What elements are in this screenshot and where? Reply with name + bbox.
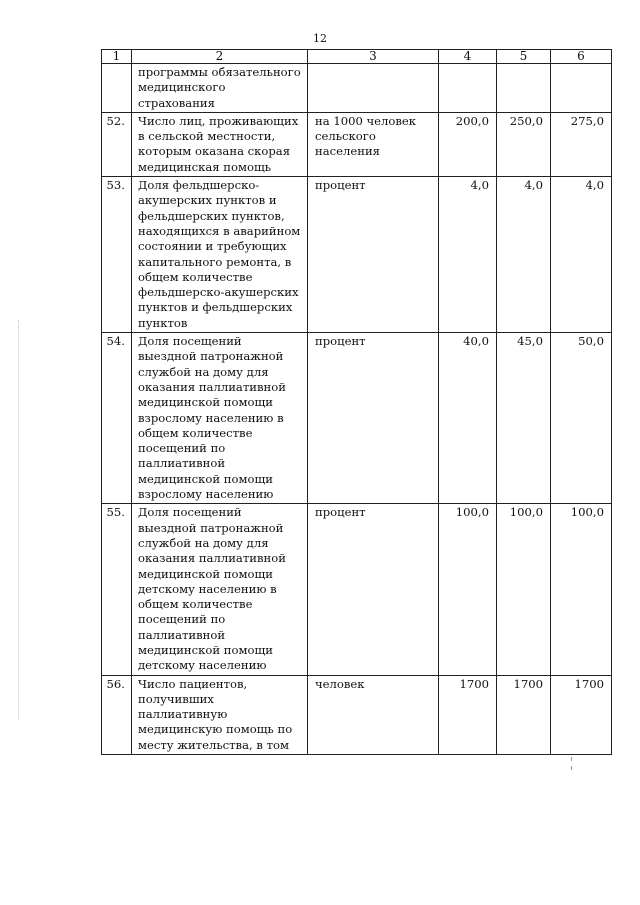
value-cell-v6 bbox=[551, 504, 612, 675]
indicator-name-line: службой на дому для bbox=[138, 535, 269, 550]
indicator-name-line: детскому населению bbox=[138, 658, 267, 673]
unit-line: населения bbox=[315, 144, 380, 159]
row-number-cell bbox=[102, 675, 132, 754]
indicator-name-line: капитального ремонта, в bbox=[138, 254, 292, 269]
indicator-name-line: детскому населению в bbox=[138, 581, 277, 596]
value-v4: 100,0 bbox=[455, 505, 489, 520]
row-number: 53. bbox=[106, 178, 125, 193]
indicator-name-line: фельдшерских пунктов, bbox=[138, 208, 285, 223]
table-row bbox=[102, 64, 612, 113]
indicator-name-line: Доля посещений bbox=[138, 334, 242, 349]
indicator-name-line: общем количестве bbox=[138, 269, 253, 284]
indicator-name-line: медицинская помощь bbox=[138, 159, 272, 174]
row-number: 52. bbox=[106, 113, 125, 128]
indicator-name-line: посещений по bbox=[138, 441, 226, 456]
value-v6: 100,0 bbox=[570, 505, 604, 520]
unit-line: процент bbox=[315, 505, 366, 520]
indicator-name-cell bbox=[132, 64, 308, 113]
value-cell-v6 bbox=[551, 112, 612, 176]
indicator-name-line: Число пациентов, bbox=[138, 676, 248, 691]
row-number: 55. bbox=[106, 505, 125, 520]
row-number-cell bbox=[102, 64, 132, 113]
header-cell: 3 bbox=[308, 50, 439, 64]
value-cell-v6 bbox=[551, 177, 612, 333]
value-v6: 275,0 bbox=[570, 113, 604, 128]
value-v4: 40,0 bbox=[463, 334, 489, 349]
indicator-name-line: Доля фельдшерско- bbox=[138, 178, 260, 193]
header-cell: 2 bbox=[132, 50, 308, 64]
indicator-name-line: получивших bbox=[138, 691, 214, 706]
indicator-name-line: медицинской помощи bbox=[138, 471, 273, 486]
unit-cell bbox=[308, 504, 439, 675]
table-header-row bbox=[102, 50, 612, 64]
header-cell: 4 bbox=[439, 50, 497, 64]
indicator-name-line: медицинскую помощь по bbox=[138, 722, 293, 737]
indicators-table bbox=[101, 49, 612, 755]
value-cell-v4 bbox=[439, 112, 497, 176]
indicator-name-line: состоянии и требующих bbox=[138, 239, 287, 254]
value-cell-v5 bbox=[497, 504, 551, 675]
indicator-name-line: фельдшерско-акушерских bbox=[138, 285, 299, 300]
row-number-cell bbox=[102, 112, 132, 176]
table-row bbox=[102, 177, 612, 333]
row-number: 54. bbox=[106, 334, 125, 349]
header-cell: 1 bbox=[102, 50, 132, 64]
scan-speck bbox=[571, 766, 572, 770]
value-v5: 100,0 bbox=[509, 505, 543, 520]
value-cell-v5 bbox=[497, 177, 551, 333]
indicator-name-line: в сельской местности, bbox=[138, 129, 276, 144]
header-cell: 5 bbox=[497, 50, 551, 64]
indicator-name-line: паллиативной bbox=[138, 456, 226, 471]
indicator-name-line: паллиативную bbox=[138, 707, 228, 722]
indicator-name-line: посещений по bbox=[138, 612, 226, 627]
indicator-name-line: программы обязательного bbox=[138, 65, 301, 79]
value-cell-v4 bbox=[439, 333, 497, 504]
unit-cell bbox=[308, 112, 439, 176]
table-row bbox=[102, 504, 612, 675]
indicator-name-line: которым оказана скорая bbox=[138, 144, 291, 159]
value-v6: 1700 bbox=[574, 676, 604, 691]
indicator-name-line: выездной патронажной bbox=[138, 349, 284, 364]
value-cell-v6 bbox=[551, 675, 612, 754]
indicator-name-line: выездной патронажной bbox=[138, 520, 284, 535]
value-cell-v5 bbox=[497, 675, 551, 754]
table-row bbox=[102, 112, 612, 176]
indicator-name-line: медицинской помощи bbox=[138, 395, 273, 410]
table-row bbox=[102, 675, 612, 754]
value-v6: 50,0 bbox=[578, 334, 604, 349]
row-number: 56. bbox=[106, 676, 125, 691]
unit-line: человек bbox=[315, 676, 365, 691]
indicator-name-line: медицинской помощи bbox=[138, 566, 273, 581]
value-v6: 4,0 bbox=[585, 178, 604, 193]
unit-line: процент bbox=[315, 178, 366, 193]
indicator-name-line: Число лиц, проживающих bbox=[138, 113, 299, 128]
unit-cell bbox=[308, 333, 439, 504]
header-cell: 6 bbox=[551, 50, 612, 64]
value-cell-v5 bbox=[497, 112, 551, 176]
indicator-name-cell bbox=[132, 177, 308, 333]
value-cell-v4 bbox=[439, 64, 497, 113]
indicator-name-line: взрослому населению bbox=[138, 487, 274, 502]
row-number-cell bbox=[102, 504, 132, 675]
indicator-name-line: пунктов и фельдшерских bbox=[138, 300, 293, 315]
value-v5: 45,0 bbox=[517, 334, 543, 349]
value-v4: 4,0 bbox=[470, 178, 489, 193]
indicator-name-line: акушерских пунктов и bbox=[138, 193, 277, 208]
indicator-name-line: паллиативной bbox=[138, 627, 226, 642]
scan-speck bbox=[571, 757, 572, 761]
table-row bbox=[102, 333, 612, 504]
unit-line: сельского bbox=[315, 129, 376, 144]
unit-line: процент bbox=[315, 334, 366, 349]
value-v5: 4,0 bbox=[524, 178, 543, 193]
indicator-name-line: Доля посещений bbox=[138, 505, 242, 520]
indicator-name-line: оказания паллиативной bbox=[138, 379, 286, 394]
value-cell-v6 bbox=[551, 64, 612, 113]
row-number-cell bbox=[102, 177, 132, 333]
indicator-name-line: общем количестве bbox=[138, 425, 253, 440]
value-cell-v5 bbox=[497, 64, 551, 113]
value-cell-v4 bbox=[439, 177, 497, 333]
indicator-name-line: медицинского bbox=[138, 80, 226, 95]
unit-cell bbox=[308, 675, 439, 754]
scan-margin-artifact bbox=[18, 320, 23, 720]
page-number: 12 bbox=[313, 32, 327, 45]
indicator-name-line: месту жительства, в том bbox=[138, 737, 289, 752]
indicator-name-cell bbox=[132, 112, 308, 176]
unit-line: на 1000 человек bbox=[315, 113, 417, 128]
indicator-name-line: страхования bbox=[138, 95, 215, 110]
indicator-name-line: медицинской помощи bbox=[138, 642, 273, 657]
value-cell-v4 bbox=[439, 504, 497, 675]
indicator-name-line: находящихся в аварийном bbox=[138, 223, 301, 238]
value-cell-v4 bbox=[439, 675, 497, 754]
value-cell-v5 bbox=[497, 333, 551, 504]
indicator-name-line: общем количестве bbox=[138, 597, 253, 612]
value-v5: 1700 bbox=[513, 676, 543, 691]
value-cell-v6 bbox=[551, 333, 612, 504]
indicator-name-cell bbox=[132, 333, 308, 504]
unit-cell bbox=[308, 177, 439, 333]
unit-cell bbox=[308, 64, 439, 113]
value-v5: 250,0 bbox=[509, 113, 543, 128]
indicator-name-line: оказания паллиативной bbox=[138, 551, 286, 566]
indicator-name-line: взрослому населению в bbox=[138, 410, 284, 425]
row-number-cell bbox=[102, 333, 132, 504]
value-v4: 200,0 bbox=[455, 113, 489, 128]
indicator-name-cell bbox=[132, 675, 308, 754]
indicator-name-line: службой на дому для bbox=[138, 364, 269, 379]
indicator-name-cell bbox=[132, 504, 308, 675]
value-v4: 1700 bbox=[459, 676, 489, 691]
indicator-name-line: пунктов bbox=[138, 315, 188, 330]
